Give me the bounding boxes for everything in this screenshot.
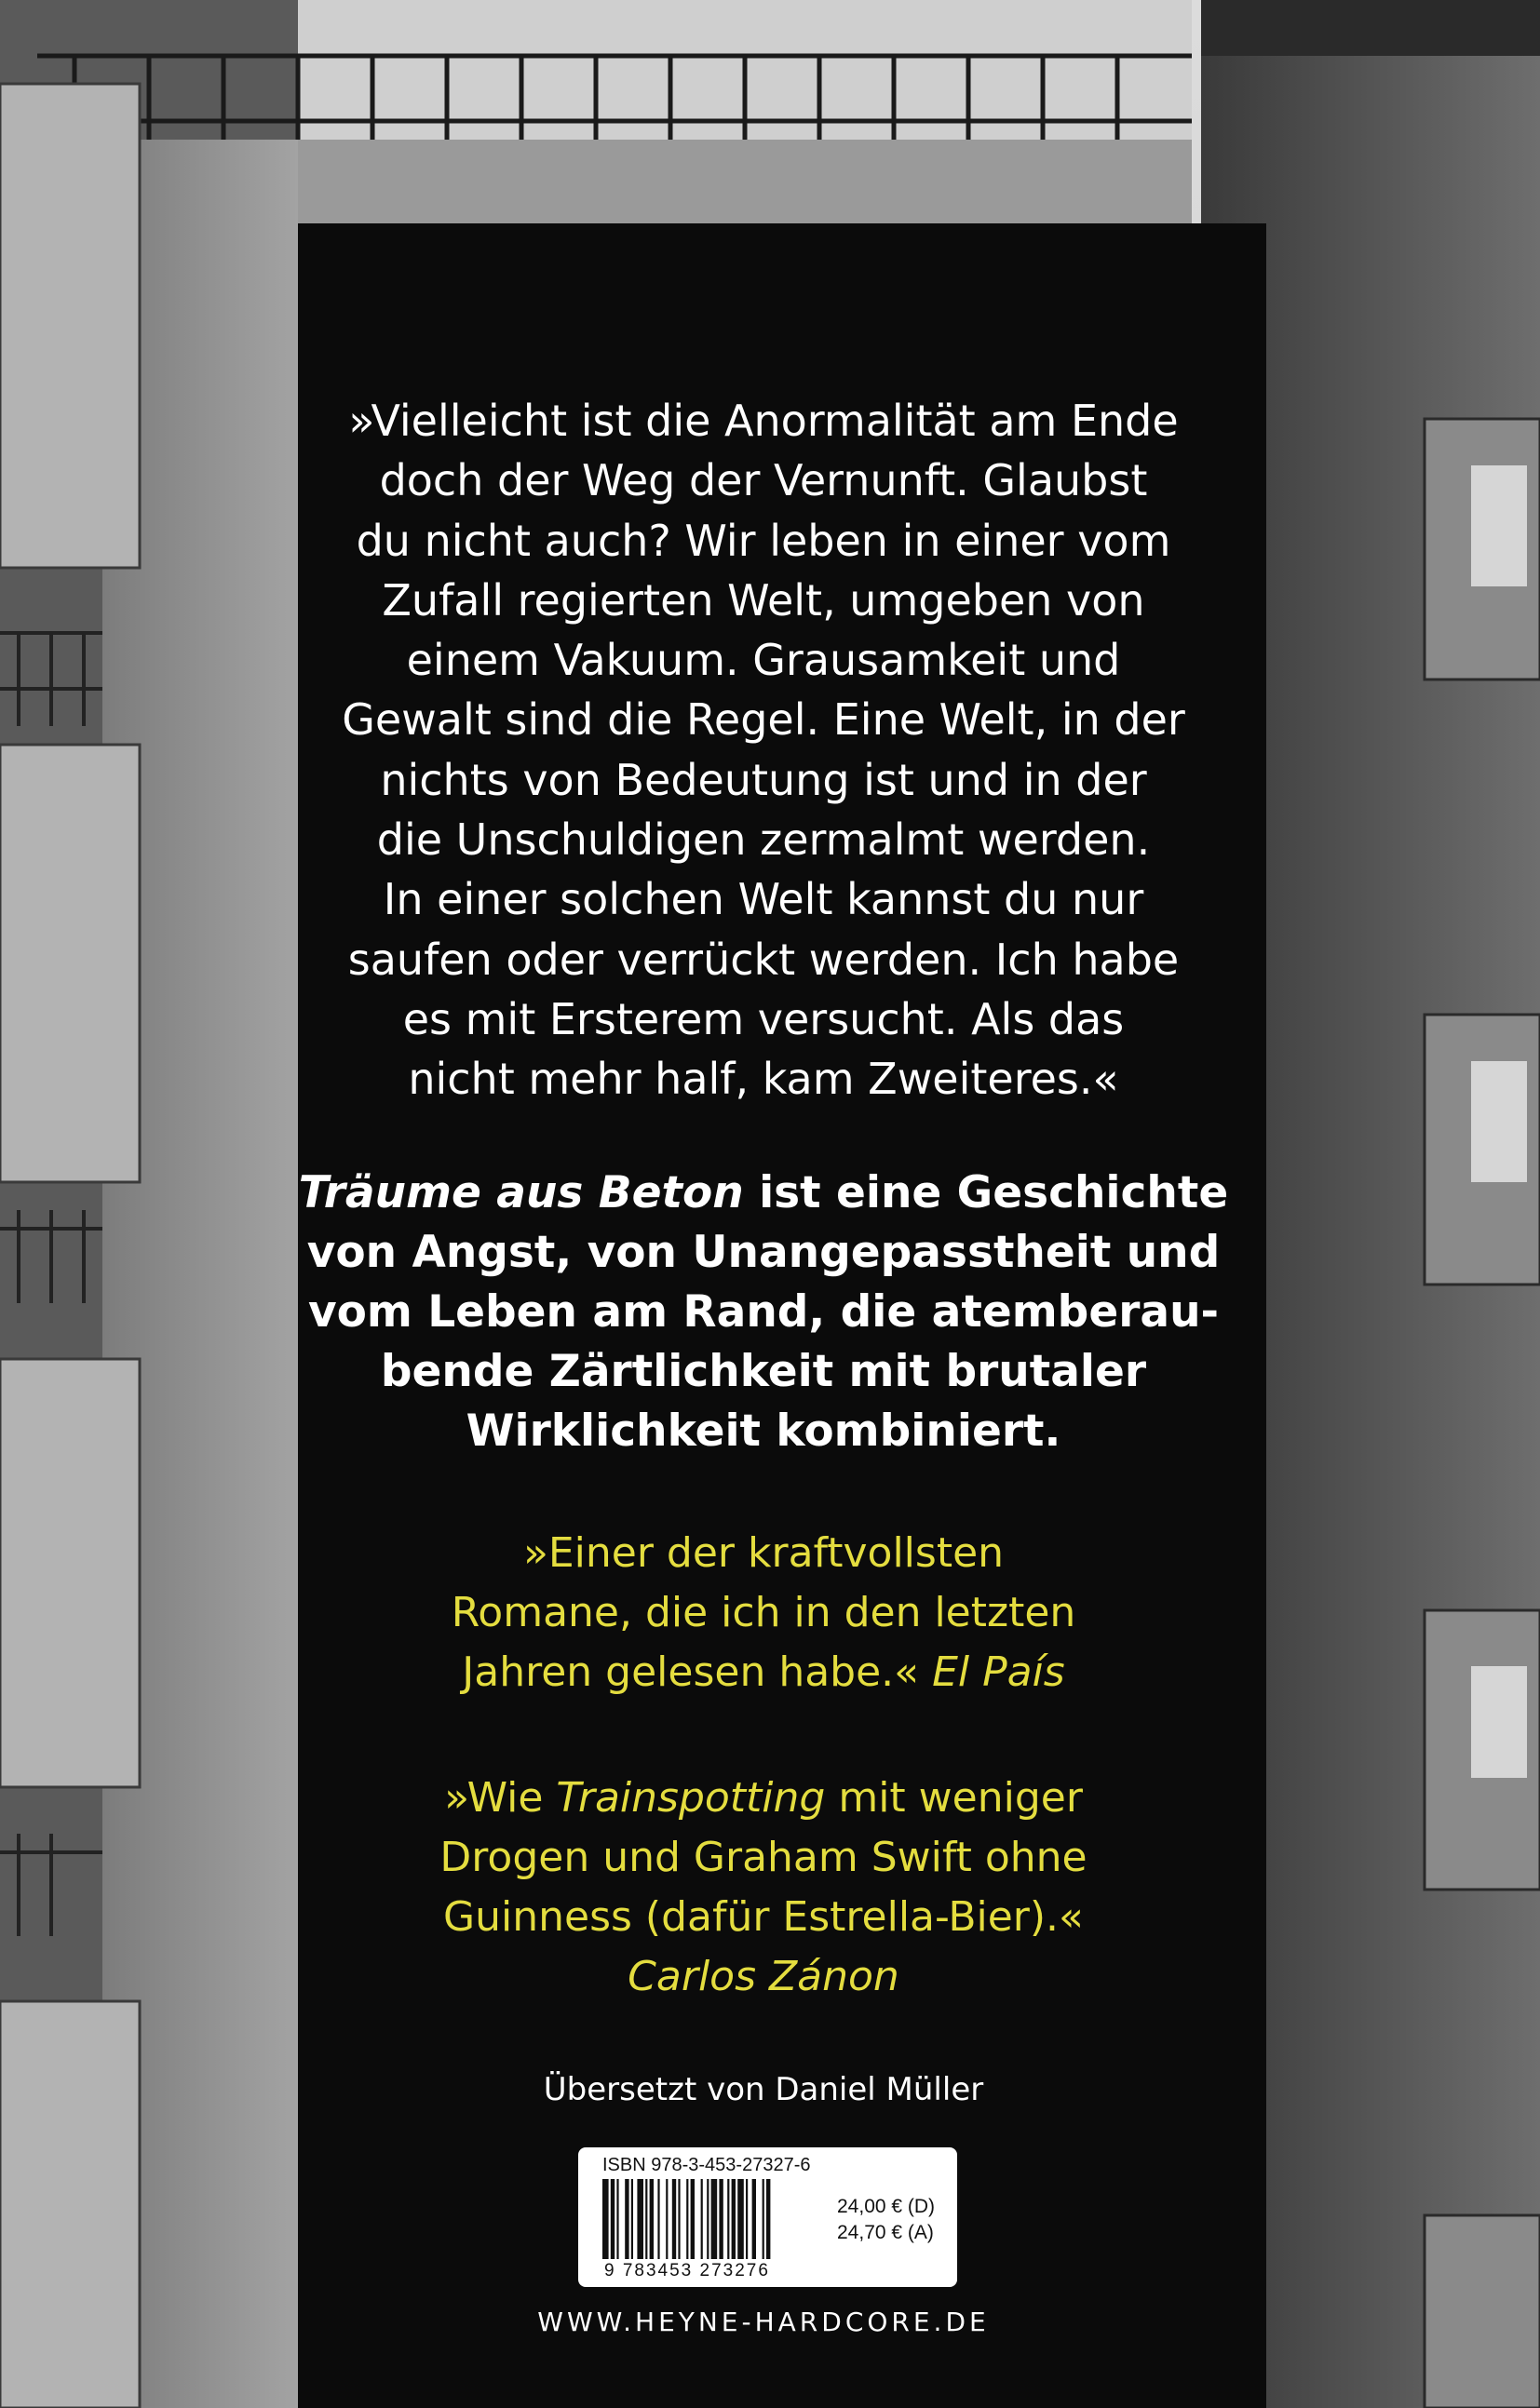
quote-line: Zufall regierten Welt, umgeben von	[382, 574, 1145, 626]
barcode-digits: 9 783453 273276	[604, 2261, 770, 2280]
quote-excerpt	[298, 391, 1229, 1110]
praise-source: El País	[932, 1648, 1065, 1696]
praise-line: Drogen und Graham Swift ohne	[439, 1834, 1087, 1881]
publisher-url[interactable]: WWW.HEYNE-HARDCORE.DE	[537, 2307, 990, 2337]
blurb-line: Wirklichkeit kombiniert.	[466, 1406, 1061, 1457]
quote-line: die Unschuldigen zermalmt werden.	[376, 814, 1151, 866]
praise-source: Carlos Zánon	[628, 1953, 899, 2000]
praise-line: »Einer der kraftvollsten	[522, 1529, 1005, 1577]
quote-line: es mit Ersterem versucht. Als das	[402, 993, 1125, 1044]
blurb-line: vom Leben am Rand, die atemberau-	[307, 1286, 1220, 1338]
praise-line: Guinness (dafür Estrella-Bier).«	[443, 1893, 1084, 1941]
quote-line: Gewalt sind die Regel. Eine Welt, in der	[342, 694, 1185, 746]
quote-line: einem Vakuum. Grausamkeit und	[406, 635, 1121, 686]
barcode-label	[578, 2147, 957, 2287]
press-quote-carlos-zanon	[298, 1769, 1229, 2007]
blurb-line-rest: ist eine Geschichte	[743, 1167, 1229, 1218]
praise-line-a: »Wie	[444, 1774, 557, 1822]
praise-title: Trainspotting	[556, 1774, 826, 1822]
price-austria: 24,70 € (A)	[837, 2222, 934, 2243]
barcode-icon	[602, 2179, 826, 2261]
isbn-text: ISBN 978-3-453-27327-6	[602, 2155, 811, 2175]
blurb-line: von Angst, von Unangepasstheit und	[306, 1227, 1221, 1278]
quote-line: In einer solchen Welt kannst du nur	[383, 874, 1144, 925]
praise-line	[298, 1643, 1229, 1702]
quote-line: du nicht auch? Wir leben in einer vom	[356, 515, 1171, 566]
book-title: Träume aus Beton	[298, 1167, 744, 1218]
press-quote-el-pais	[298, 1524, 1229, 1702]
praise-line	[298, 1947, 1229, 2007]
translator-credit: Übersetzt von Daniel Müller	[543, 2071, 984, 2108]
praise-line-text: Jahren gelesen habe.«	[462, 1648, 920, 1696]
blurb-line: bende Zärtlichkeit mit brutaler	[380, 1346, 1147, 1397]
quote-line: saufen oder verrückt werden. Ich habe	[347, 934, 1180, 985]
quote-line: doch der Weg der Vernunft. Glaubst	[379, 455, 1148, 506]
book-blurb	[298, 1164, 1229, 1461]
blurb-line	[298, 1164, 1229, 1223]
quote-line: »Vielleicht ist die Anormalität am Ende	[348, 396, 1179, 446]
praise-line-b: mit weniger	[825, 1774, 1083, 1822]
praise-line: Romane, die ich in den letzten	[451, 1589, 1076, 1636]
praise-line	[298, 1769, 1229, 1828]
price-germany: 24,00 € (D)	[837, 2196, 936, 2217]
quote-line: nicht mehr half, kam Zweiteres.«	[408, 1054, 1119, 1105]
quote-line: nichts von Bedeutung ist und in der	[380, 754, 1147, 805]
